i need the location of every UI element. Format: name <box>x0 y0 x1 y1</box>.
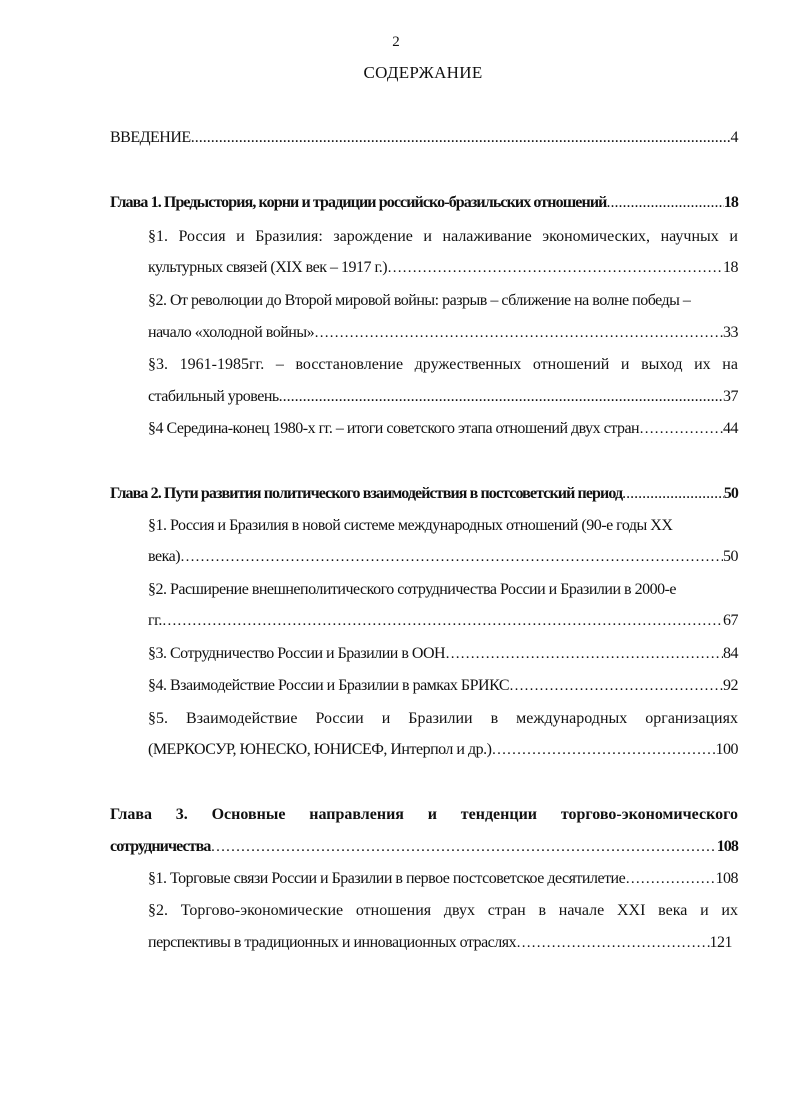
toc-section-1-3-line1[interactable] <box>148 355 738 375</box>
word: и <box>700 902 709 919</box>
word: стран <box>487 902 526 919</box>
toc-section-2-1-line2[interactable] <box>148 547 738 567</box>
toc-chapter-1[interactable] <box>110 193 738 213</box>
section-title: §3. Сотрудничество России и Бразилии в ООН <box>148 645 446 662</box>
word: XXI <box>616 902 646 919</box>
toc-page-number: 18 <box>723 194 738 211</box>
word: экономических, <box>542 228 651 245</box>
word: на <box>722 356 738 373</box>
toc-section-2-2-line2[interactable] <box>148 611 738 631</box>
dot-leader <box>509 676 723 696</box>
word: отношения <box>355 902 432 919</box>
toc-chapter-3-line1[interactable] <box>110 805 738 825</box>
toc-section-3-2-line2[interactable] <box>148 933 732 953</box>
section-title: §2. Расширение внешнеполитического сотрудничества России и Бразилии в 2000-е <box>148 581 677 598</box>
section-title: стабильный уровень <box>148 388 279 405</box>
page-number: 2 <box>392 34 400 50</box>
dot-leader <box>622 484 724 504</box>
toc-section-2-4[interactable] <box>148 676 738 696</box>
word: налаживание <box>442 228 532 245</box>
toc-section-1-2-line2[interactable] <box>148 323 738 343</box>
word: начале <box>558 902 605 919</box>
toc-section-1-2-line1[interactable] <box>148 291 738 311</box>
dot-leader <box>516 933 709 953</box>
toc-page-number: 4 <box>730 129 738 146</box>
section-title: начало «холодной войны» <box>148 324 315 341</box>
section-title: культурных связей (XIX век – 1917 г.) <box>148 259 388 276</box>
toc-page-number: 37 <box>723 388 738 405</box>
dot-leader <box>491 740 715 760</box>
word: и <box>236 228 245 245</box>
word: Россия <box>178 228 226 245</box>
word: направления <box>309 806 404 823</box>
toc-page-number: 44 <box>723 420 738 437</box>
word: §1. <box>148 228 168 245</box>
section-title: (МЕРКОСУР, ЮНЕСКО, ЮНИСЕФ, Интерпол и др.) <box>148 741 492 758</box>
word: века <box>658 902 688 919</box>
toc-title: СОДЕРЖАНИЕ <box>363 63 483 82</box>
word: их <box>721 902 738 919</box>
word: тенденции <box>460 806 538 823</box>
section-title: §4 Середина-конец 1980-х гг. – итоги советского этапа отношений двух стран <box>148 420 640 437</box>
dot-leader <box>191 128 731 148</box>
word: Глава <box>110 806 152 823</box>
dot-leader <box>180 547 723 567</box>
dot-leader <box>314 323 723 343</box>
section-title: §4. Взаимодействие России и Бразилии в рамках БРИКС <box>148 677 510 694</box>
dot-leader <box>387 258 723 278</box>
word: в <box>490 710 499 727</box>
chapter-title: сотрудничества <box>110 838 211 855</box>
toc-page-number: 92 <box>723 677 738 694</box>
toc-section-2-5-line2[interactable] <box>148 740 738 760</box>
word: выход <box>641 356 683 373</box>
toc-section-1-3-line2[interactable] <box>148 387 738 407</box>
word: и <box>729 228 738 245</box>
dot-leader <box>210 837 716 857</box>
word: Бразилии <box>408 710 473 727</box>
word: и <box>427 806 437 823</box>
chapter-title: Глава 1. Предыстория, корни и традиции российско-бразильских отношений <box>110 194 607 211</box>
toc-page-number: 18 <box>723 259 738 276</box>
section-title: §1. Россия и Бразилия в новой системе международных отношений (90-е годы XX <box>148 517 673 534</box>
toc-section-2-2-line1[interactable] <box>148 580 738 600</box>
section-title: века) <box>148 548 181 565</box>
word: 3. <box>175 806 188 823</box>
toc-page-number: 50 <box>723 485 738 502</box>
dot-leader <box>279 387 723 407</box>
word: Торгово-экономические <box>180 902 344 919</box>
toc-section-1-4[interactable] <box>148 419 738 439</box>
word: международных <box>516 710 628 727</box>
dot-leader <box>606 193 723 213</box>
word: двух <box>443 902 476 919</box>
toc-page-number: 67 <box>723 612 738 629</box>
toc-page-number: 84 <box>723 645 738 662</box>
toc-page-number: 100 <box>715 741 738 758</box>
word: организациях <box>645 710 738 727</box>
toc-entry-intro[interactable] <box>110 128 738 148</box>
word: §2. <box>148 902 168 919</box>
toc-page-number: 33 <box>723 324 738 341</box>
section-title: перспективы в традиционных и инновационных отраслях <box>148 934 517 951</box>
word: §3. <box>148 356 168 373</box>
toc-page-number: 108 <box>715 870 738 887</box>
toc-chapter-2[interactable] <box>110 484 738 504</box>
word: дружественных <box>414 356 522 373</box>
dot-leader <box>162 611 723 631</box>
toc-section-1-1-line2[interactable] <box>148 258 738 278</box>
chapter-title: Глава 2. Пути развития политического взаимодействия в постсоветский период <box>110 485 623 502</box>
word: торгово-экономического <box>560 806 738 823</box>
word: отношений <box>532 356 610 373</box>
section-title: §2. От революции до Второй мировой войны: разрыв – сближение на волне победы – <box>148 292 691 309</box>
toc-section-1-1-line1[interactable] <box>148 227 738 247</box>
word: зарождение <box>333 228 413 245</box>
word: Основные <box>211 806 286 823</box>
dot-leader <box>445 644 723 664</box>
word: – <box>275 356 284 373</box>
word: Бразилия: <box>255 228 323 245</box>
word: в <box>538 902 547 919</box>
word: восстановление <box>295 356 404 373</box>
dot-leader <box>625 869 715 889</box>
toc-chapter-3-line2[interactable] <box>110 837 738 857</box>
word: Взаимодействие <box>186 710 298 727</box>
toc-page-number: 108 <box>716 838 738 855</box>
word: 1961-1985гг. <box>179 356 265 373</box>
toc-section-3-1[interactable] <box>148 869 738 889</box>
word: России <box>315 710 364 727</box>
toc-page-number: 50 <box>723 548 738 565</box>
toc-section-2-3[interactable] <box>148 644 738 664</box>
word: научных <box>660 228 719 245</box>
toc-section-2-5-line1[interactable] <box>148 709 738 729</box>
toc-page-number: 121 <box>709 934 732 951</box>
toc-section-3-2-line1[interactable] <box>148 901 738 921</box>
section-title: §1. Торговые связи России и Бразилии в первое постсоветское десятилетие <box>148 870 626 887</box>
section-title: гг. <box>148 612 162 629</box>
dot-leader <box>639 419 723 439</box>
word: их <box>694 356 711 373</box>
word: и <box>423 228 432 245</box>
word: и <box>381 710 391 727</box>
toc-entry-label: ВВЕДЕНИЕ <box>110 129 191 146</box>
word: §5. <box>148 710 168 727</box>
word: и <box>620 356 630 373</box>
toc-section-2-1-line1[interactable] <box>148 516 738 536</box>
